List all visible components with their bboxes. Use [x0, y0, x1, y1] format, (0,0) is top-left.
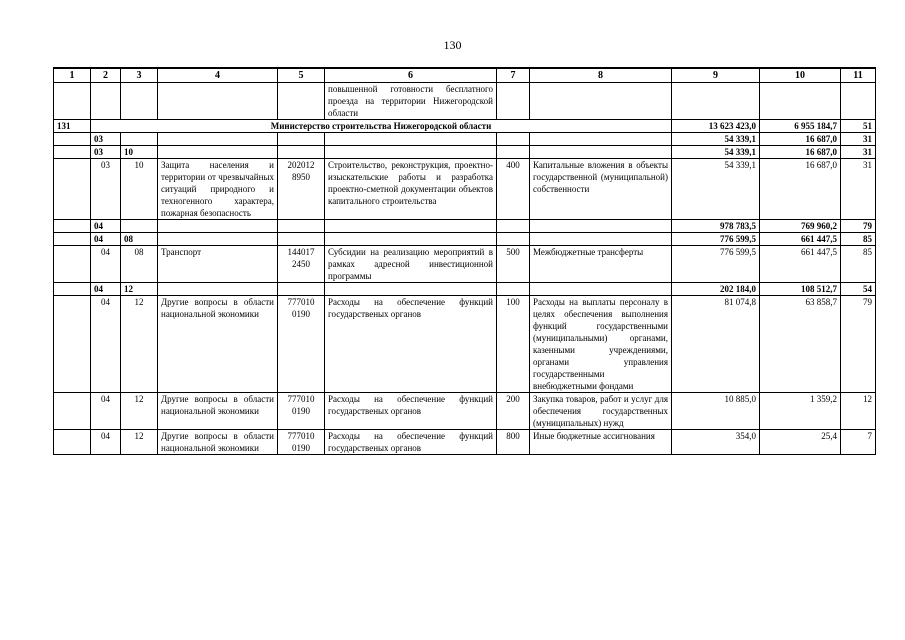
table-row: [54, 83, 876, 120]
target-article-code: 777010 0190: [278, 296, 325, 393]
column-header: 1: [54, 68, 91, 83]
expense-type-code: 500: [497, 246, 530, 283]
value-col9: 776 599,5: [672, 246, 760, 283]
section-code: 03: [91, 133, 121, 146]
column-header: 6: [325, 68, 497, 83]
value-col10: 6 955 184,7: [760, 120, 841, 133]
table-row: [54, 430, 876, 455]
value-col10: 661 447,5: [760, 233, 841, 246]
section-row: [54, 133, 876, 146]
value-col10: 16 687,0: [760, 159, 841, 220]
value-col9: 202 184,0: [672, 283, 760, 296]
table-row: [54, 246, 876, 283]
value-col9: 54 339,1: [672, 146, 760, 159]
section-code: 04: [91, 220, 121, 233]
value-col11: 79: [841, 296, 876, 393]
expense-type-code: 400: [497, 159, 530, 220]
value-col10: 661 447,5: [760, 246, 841, 283]
column-header: 5: [278, 68, 325, 83]
value-col11: 85: [841, 233, 876, 246]
target-article-code: 777010 0190: [278, 430, 325, 455]
value-col10: 769 960,2: [760, 220, 841, 233]
article-description: Субсидии на реализацию мероприятий в рамках адресной инвестиционной программы: [325, 246, 497, 283]
column-header: 7: [497, 68, 530, 83]
column-header: 10: [760, 68, 841, 83]
value-col9: 54 339,1: [672, 159, 760, 220]
expense-type-name: Расходы на выплаты персоналу в целях обеспечения выполнения функций государственными (муниципальными) органами, казенными учреждениями, органами управления государственными внебюджетными фондами: [530, 296, 672, 393]
column-header: 9: [672, 68, 760, 83]
value-col11: 54: [841, 283, 876, 296]
section-code: 04: [91, 233, 121, 246]
value-col9: 354,0: [672, 430, 760, 455]
value-col9: 776 599,5: [672, 233, 760, 246]
expense-type-name: Капитальные вложения в объекты государственной (муниципальной) собственности: [530, 159, 672, 220]
value-col9: 978 783,5: [672, 220, 760, 233]
column-header: 8: [530, 68, 672, 83]
section-title: Транспорт: [158, 246, 278, 283]
expense-type-name: Межбюджетные трансферты: [530, 246, 672, 283]
expense-type-name: Иные бюджетные ассигнования: [530, 430, 672, 455]
subsection-row: [54, 233, 876, 246]
value-col11: 85: [841, 246, 876, 283]
value-col10: 16 687,0: [760, 146, 841, 159]
subsection-code: 12: [121, 393, 158, 430]
header-row: [54, 68, 876, 83]
expense-type-code: 200: [497, 393, 530, 430]
value-col9: 10 885,0: [672, 393, 760, 430]
section-code: 04: [91, 430, 121, 455]
section-code: 04: [91, 393, 121, 430]
table-row: [54, 159, 876, 220]
section-code: 04: [91, 296, 121, 393]
subsection-code: 08: [121, 233, 158, 246]
article-description: Расходы на обеспечение функций государственых органов: [325, 430, 497, 455]
section-title: Защита населения и территории от чрезвычайных ситуаций природного и техногенного характера, пожарная безопасность: [158, 159, 278, 220]
target-article-code: 202012 8950: [278, 159, 325, 220]
value-col10: 16 687,0: [760, 133, 841, 146]
page-number: 130: [443, 38, 462, 52]
section-code: 03: [91, 146, 121, 159]
subsection-code: 12: [121, 296, 158, 393]
value-col11: 31: [841, 146, 876, 159]
value-col9: 13 623 423,0: [672, 120, 760, 133]
article-description: Расходы на обеспечение функций государственых органов: [325, 296, 497, 393]
ministry-row: [54, 120, 876, 133]
budget-table: [53, 67, 876, 455]
table-row: [54, 393, 876, 430]
column-header: 11: [841, 68, 876, 83]
value-col9: 54 339,1: [672, 133, 760, 146]
subsection-code: 10: [121, 159, 158, 220]
section-code: 04: [91, 283, 121, 296]
subsection-code: 10: [121, 146, 158, 159]
value-col11: 31: [841, 133, 876, 146]
section-title: Другие вопросы в области национальной экономики: [158, 430, 278, 455]
table-row: [54, 296, 876, 393]
article-description: Расходы на обеспечение функций государственых органов: [325, 393, 497, 430]
section-code: 04: [91, 246, 121, 283]
program-description: повышенной готовности бесплатного проезда на территории Нижегородской области: [325, 83, 497, 120]
target-article-code: 777010 0190: [278, 393, 325, 430]
article-description: Строительство, реконструкция, проектно-изыскательские работы и разработка проектно-сметной документации объектов капитального строительства: [325, 159, 497, 220]
column-header: 3: [121, 68, 158, 83]
column-header: 2: [91, 68, 121, 83]
value-col10: 25,4: [760, 430, 841, 455]
subsection-code: 12: [121, 430, 158, 455]
value-col11: 31: [841, 159, 876, 220]
column-header: 4: [158, 68, 278, 83]
expense-type-name: Закупка товаров, работ и услуг для обеспечения государственных (муниципальных) нужд: [530, 393, 672, 430]
section-title: Другие вопросы в области национальной экономики: [158, 393, 278, 430]
expense-type-code: 100: [497, 296, 530, 393]
value-col10: 63 858,7: [760, 296, 841, 393]
subsection-row: [54, 146, 876, 159]
expense-type-code: 800: [497, 430, 530, 455]
value-col11: 79: [841, 220, 876, 233]
section-title: Другие вопросы в области национальной экономики: [158, 296, 278, 393]
subsection-code: 08: [121, 246, 158, 283]
value-col10: 1 359,2: [760, 393, 841, 430]
section-row: [54, 220, 876, 233]
ministry-code: 131: [54, 120, 91, 133]
value-col11: 12: [841, 393, 876, 430]
value-col9: 81 074,8: [672, 296, 760, 393]
value-col11: 51: [841, 120, 876, 133]
subsection-code: 12: [121, 283, 158, 296]
subsection-row: [54, 283, 876, 296]
target-article-code: 144017 2450: [278, 246, 325, 283]
value-col10: 108 512,7: [760, 283, 841, 296]
section-code: 03: [91, 159, 121, 220]
ministry-name: Министерство строительства Нижегородской области: [91, 120, 672, 133]
value-col11: 7: [841, 430, 876, 455]
